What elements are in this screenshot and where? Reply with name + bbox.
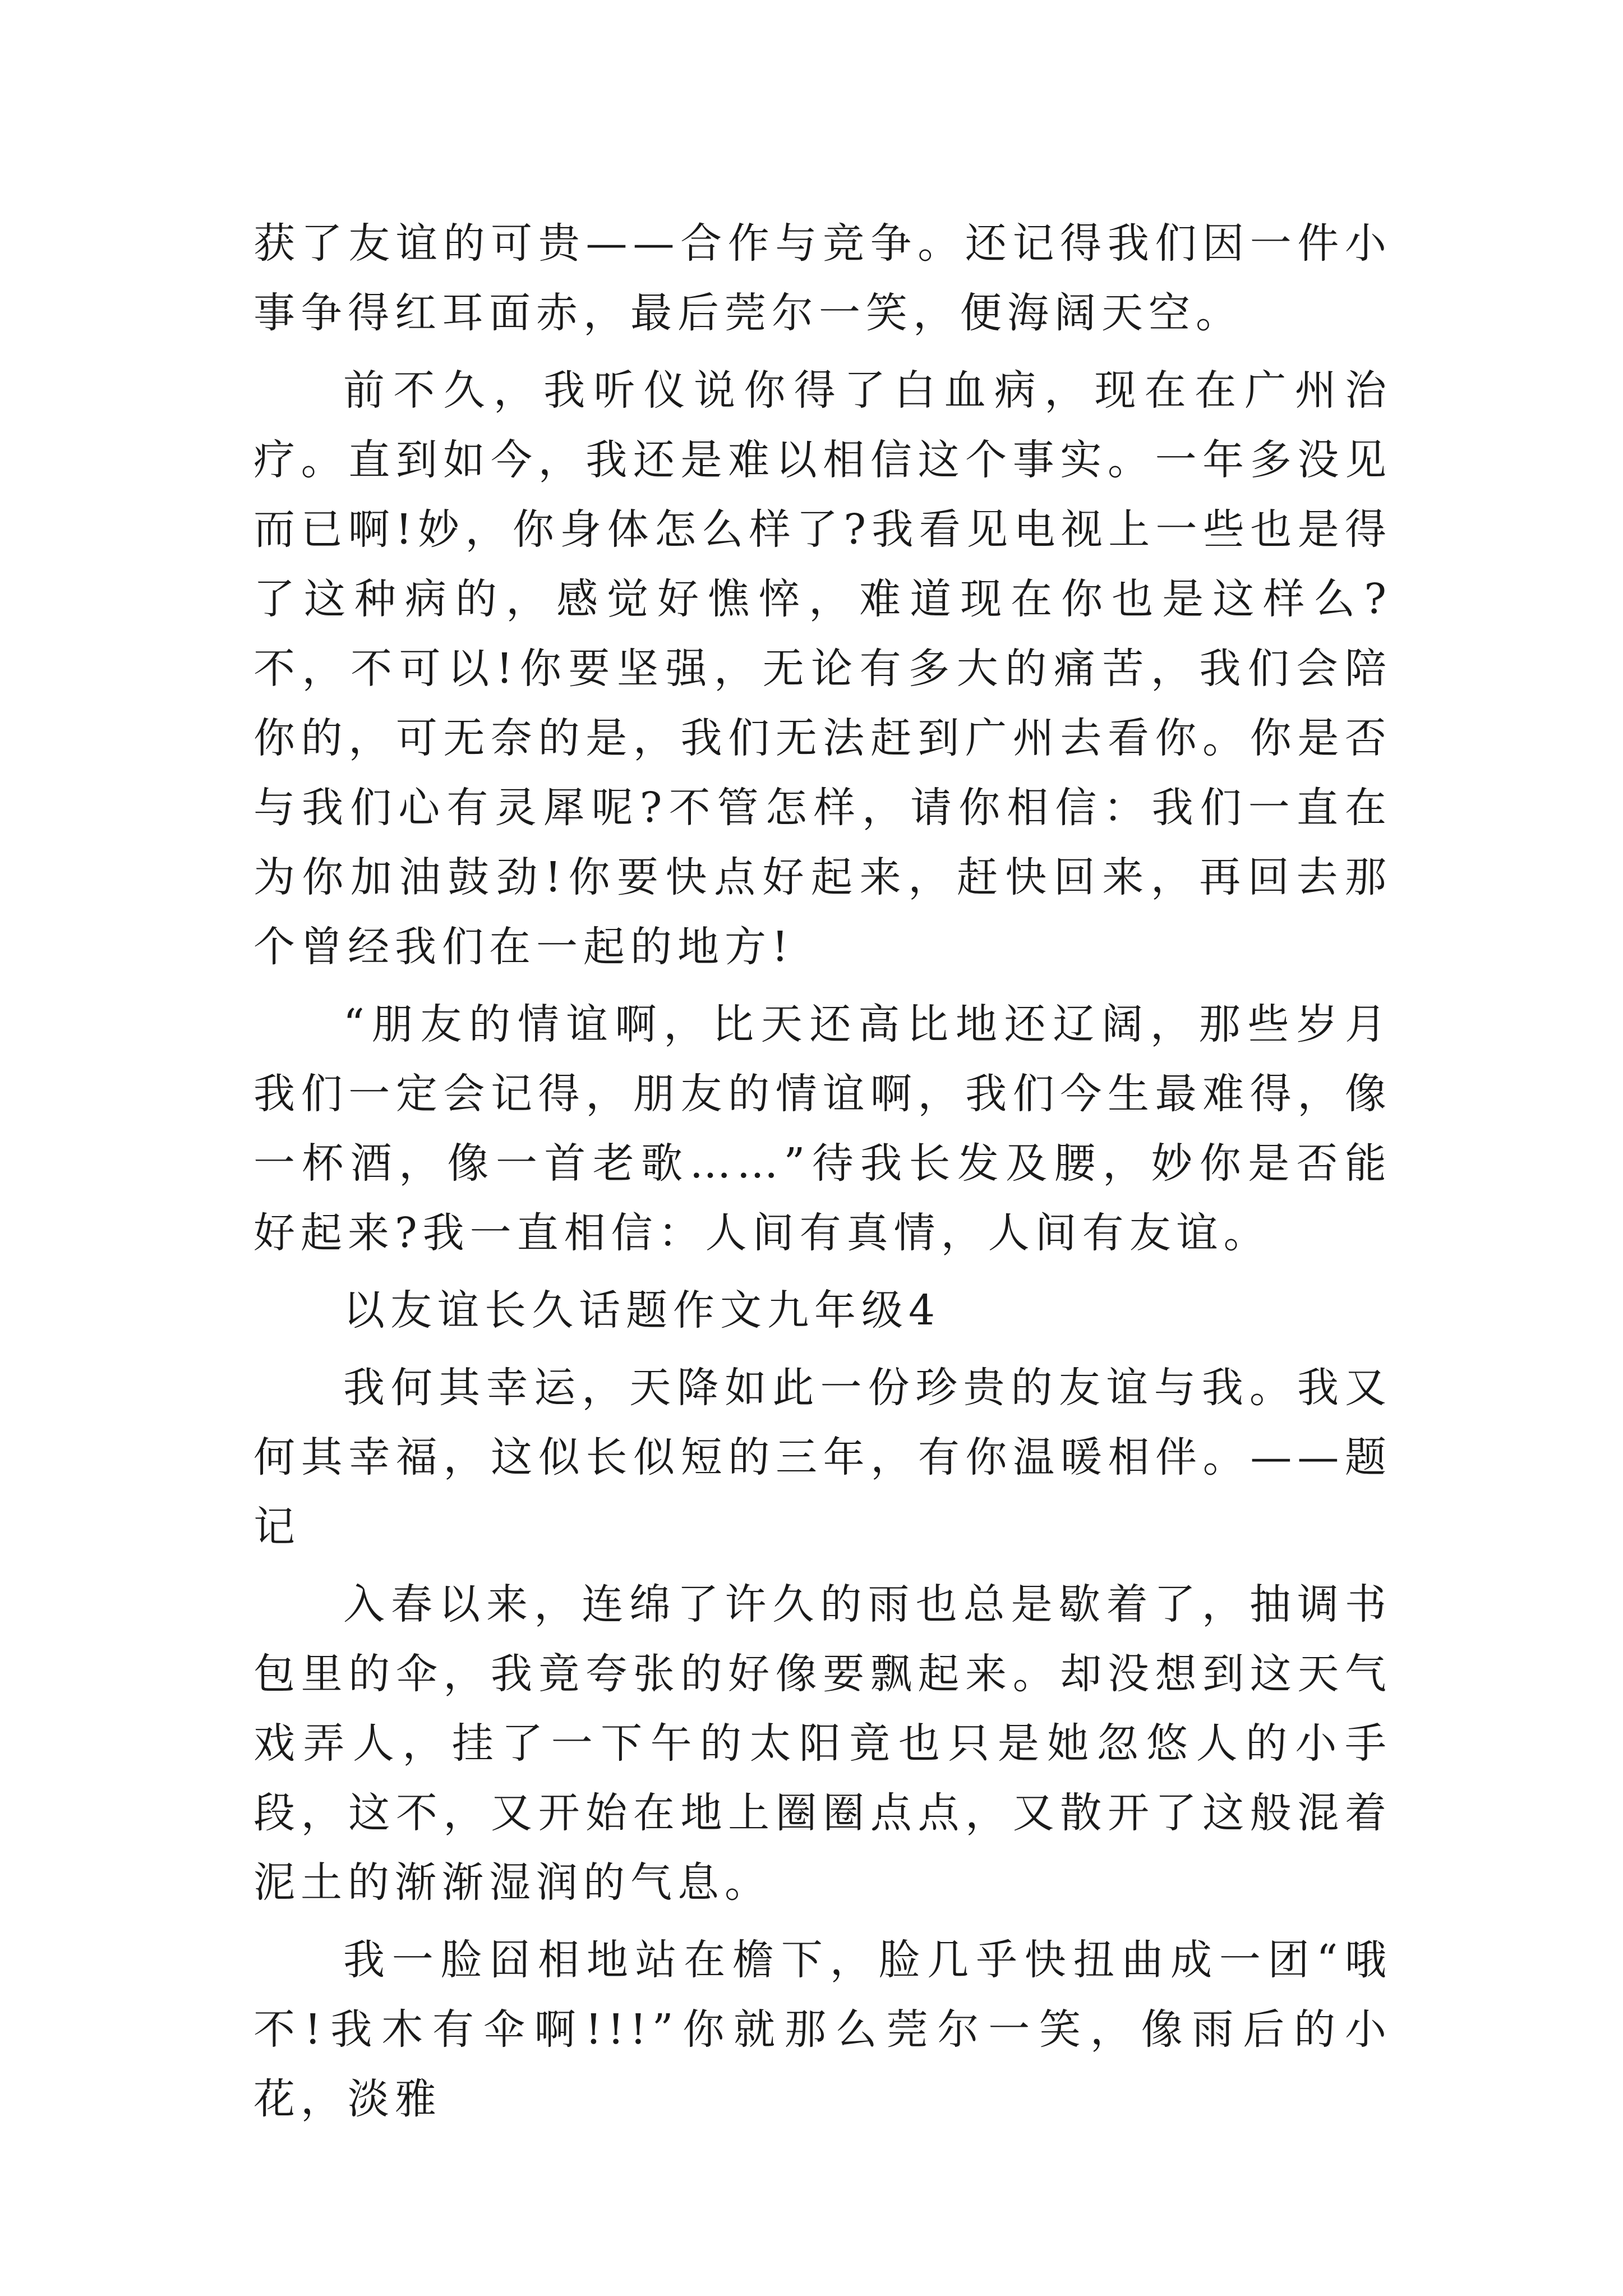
paragraph-1: 获了友谊的可贵——合作与竞争。还记得我们因一件小事争得红耳面赤，最后莞尔一笑，便海阔天空。 (253, 219, 1392, 337)
section-heading: 以友谊长久话题作文九年级4 (343, 1286, 941, 1335)
document-body (253, 209, 1392, 2142)
paragraph-4: 我何其幸运，天降如此一份珍贵的友谊与我。我又何其幸福，这似长似短的三年，有你温暖相伴。——题记 (253, 1364, 1392, 1551)
paragraph-2: 前不久，我听仪说你得了白血病，现在在广州治疗。直到如今，我还是难以相信这个事实。一年多没见而已啊!妙，你身体怎么样了?我看见电视上一些也是得了这种病的，感觉好憔悴，难道现在你也是这样么?不，不可以!你要坚强，无论有多大的痛苦，我们会陪你的，可无奈的是，我们无法赶到广州去看你。你是否与我们心有灵犀呢?不管怎样，请你相信：我们一直在为你加油鼓劲!你要快点好起来，赶快回来，再回去那个曾经我们在一起的地方! (253, 366, 1392, 971)
paragraph-6: 我一脸囧相地站在檐下，脸几乎快扭曲成一团“哦不!我木有伞啊!!!”你就那么莞尔一笑，像雨后的小花，淡雅 (253, 1936, 1392, 2123)
paragraph-3: “朋友的情谊啊，比天还高比地还辽阔，那些岁月我们一定会记得，朋友的情谊啊，我们今生最难得，像一杯酒，像一首老歌……”待我长发及腰，妙你是否能好起来?我一直相信：人间有真情，人间有友谊。 (253, 1000, 1392, 1257)
paragraph-5: 入春以来，连绵了许久的雨也总是歇着了，抽调书包里的伞，我竟夸张的好像要飘起来。却没想到这天气戏弄人，挂了一下午的太阳竟也只是她忽悠人的小手段，这不，又开始在地上圈圈点点，又散开了这般混着泥土的渐渐湿润的气息。 (253, 1580, 1392, 1907)
